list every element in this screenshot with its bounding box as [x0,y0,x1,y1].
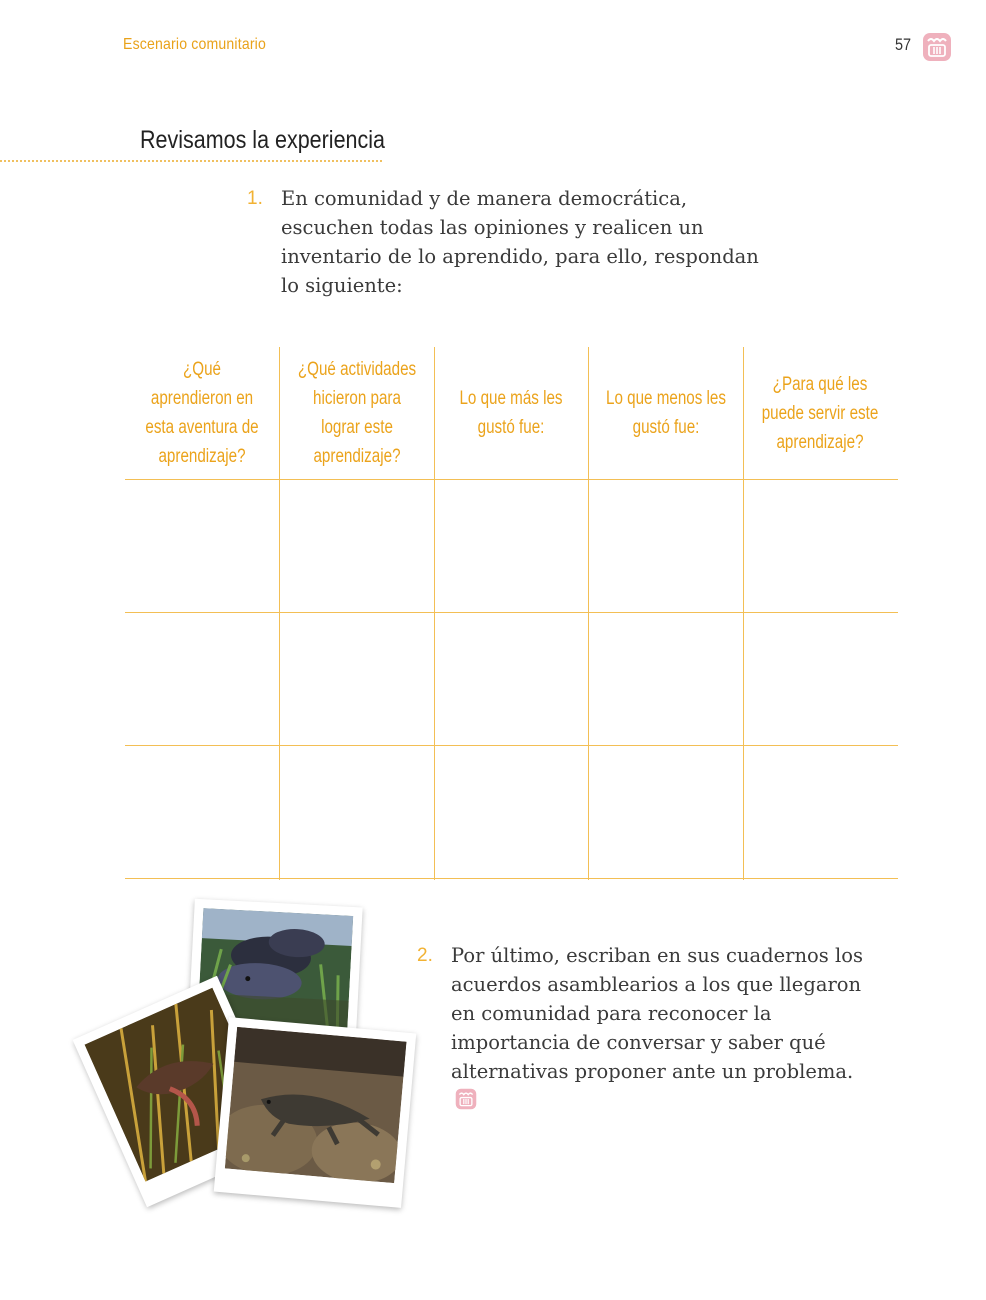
table-cell[interactable] [744,747,898,880]
column-header-3: Lo que más les gustó fue: [459,388,563,438]
table-cell[interactable] [125,747,279,880]
salamander-on-rock-photo [214,1017,417,1208]
activity-2-number: 2. [417,945,433,966]
table-cell[interactable] [435,481,589,614]
table-cell[interactable] [589,747,743,880]
activity-1-text: En comunidad y de manera democrática, escuchen todas las opiniones y realicen un inventario de lo aprendido, para ello, respondan lo siguiente: [281,187,759,297]
table-cell[interactable] [744,481,898,614]
activity-1 [247,184,781,300]
column-header-2: ¿Qué actividades hicieron para lograr este aprendizaje? [297,359,417,467]
table-cell[interactable] [744,614,898,747]
activity-1-number: 1. [247,188,263,209]
row-divider [125,479,898,480]
table-cell[interactable] [125,614,279,747]
table-cell[interactable] [589,614,743,747]
campus-glyph-icon [455,1088,477,1110]
page-number: 57 [895,35,912,54]
campus-glyph-icon [922,32,952,62]
activity-2 [417,941,871,1115]
column-header-4: Lo que menos les gustó fue: [606,388,726,438]
title-underline [0,160,382,162]
column-header-1: ¿Qué aprendieron en esta aventura de aprendizaje? [145,359,259,467]
table-cell[interactable] [435,614,589,747]
table-cell[interactable] [280,481,434,614]
column-header-5: ¿Para qué les puede servir este aprendizaje? [761,373,879,453]
table-cell[interactable] [280,747,434,880]
section-name: Escenario comunitario [123,36,266,53]
table-cell[interactable] [125,481,279,614]
table-cell[interactable] [589,481,743,614]
table-cell[interactable] [435,747,589,880]
activity-2-text: Por último, escriban en sus cuadernos los acuerdos asamblearios a los que llegaron en comunidad para reconocer la importancia de conversar y saber qué alternativas proponer ante un problema. [451,944,863,1083]
table-cell[interactable] [280,614,434,747]
learning-inventory-table [125,347,898,880]
section-title: Revisamos la experiencia [140,126,385,154]
